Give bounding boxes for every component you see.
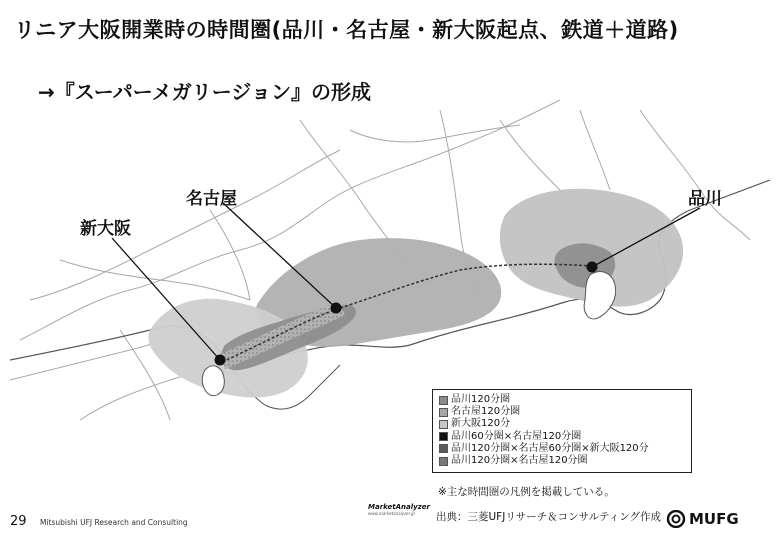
legend-label: 名古屋120分圏 [451,406,521,418]
legend-swatch [439,408,448,417]
slide-subtitle: →『スーパーメガリージョン』の形成 [38,80,371,104]
city-label-nagoya: 名古屋 [186,189,237,209]
legend-swatch [439,457,448,466]
legend-item [439,418,685,430]
city-label-shinagawa: 品川 [688,189,722,209]
city-label-shinosaka: 新大阪 [80,219,131,239]
brand-logo-url: www.marketanalyzer.jp [368,511,415,516]
page-number: 29 [10,514,27,529]
city-marker-shinosaka [215,355,226,366]
brand-logo-text: MarketAnalyzer [368,503,431,511]
legend-swatch [439,420,448,429]
slide-title: リニア大阪開業時の時間圏(品川・名古屋・新大阪起点、鉄道＋道路) [14,18,679,42]
legend-item [439,455,685,467]
source-note: 出典：三菱UFJリサーチ＆コンサルティング作成 [436,511,662,523]
legend-label: 品川120分圏×名古屋120分圏 [451,455,588,467]
legend-label: 品川120分圏×名古屋60分圏×新大阪120分 [451,442,649,454]
mufg-logo [666,510,739,528]
tokyo-bay [584,272,615,319]
city-marker-nagoya [331,303,342,314]
city-marker-shinagawa [587,262,598,273]
footer-company: Mitsubishi UFJ Research and Consulting [40,518,188,527]
legend-label: 品川120分圏 [451,394,511,405]
legend-label: 新大阪120分 [451,418,511,430]
legend-swatch [439,432,448,441]
legend-item [439,394,685,406]
legend-note: ※主な時間圏の凡例を掲載している。 [438,486,615,498]
legend-swatch [439,444,448,453]
mufg-wordmark: MUFG [689,510,739,528]
mufg-mark-icon [666,510,686,528]
legend-item [439,406,685,418]
osaka-bay [202,366,224,396]
map-legend [432,389,692,473]
legend-item [439,443,685,455]
brand-logo [368,503,430,516]
legend-item [439,431,685,443]
legend-label: 品川60分圏×名古屋120分圏 [451,430,582,442]
legend-swatch [439,396,448,405]
